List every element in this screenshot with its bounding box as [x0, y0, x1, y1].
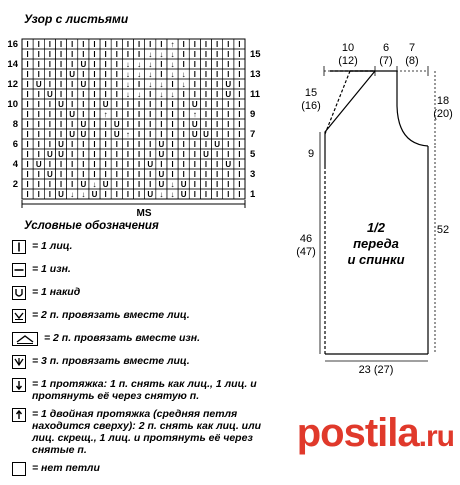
yarn-over-icon: U [113, 120, 120, 129]
legend-item [12, 263, 262, 280]
k2tog-icon: ↓ [137, 90, 142, 99]
dim-top-mid: 6 [382, 42, 390, 54]
k2tog-icon: ↓ [170, 180, 175, 189]
legend-item [12, 286, 262, 303]
dim-top-right-alt: (8) [405, 55, 419, 67]
legend [12, 240, 262, 485]
yarn-over-icon: U [225, 80, 232, 89]
k2tog-icon: ↓ [170, 190, 175, 199]
watermark-tld: .ru [418, 420, 454, 453]
k2tog-icon: ↓ [137, 70, 142, 79]
legend-item-text: = 3 п. провязать вместе лиц. [32, 355, 190, 367]
row-label-right: 1 [250, 189, 256, 200]
dim-right-upper-alt: (20) [433, 108, 453, 120]
yarn-over-icon: U [102, 180, 109, 189]
ssk-icon: ↓ [125, 70, 130, 79]
k2tog-icon: ↓ [181, 70, 186, 79]
k2tog-icon: ↓ [81, 190, 86, 199]
schematic-label-line1: переда [353, 236, 399, 251]
k2tog-icon: ↓ [181, 80, 186, 89]
row-label-left: 14 [7, 59, 18, 70]
k2tog-icon: ↓ [125, 60, 130, 69]
yarn-over-icon: U [225, 160, 232, 169]
yarn-over-icon: U [225, 90, 232, 99]
legend-item-text: = нет петли [32, 462, 100, 474]
legend-item [12, 309, 262, 326]
watermark-text: postila [296, 411, 419, 455]
yarn-over-icon: U [91, 190, 98, 199]
dim-top-mid-alt: (7) [379, 55, 393, 67]
legend-item [12, 355, 262, 372]
legend-item [12, 408, 262, 456]
chart-title: Узор с листьями [24, 12, 129, 26]
yarn-over-icon: U [203, 130, 209, 139]
yarn-over-icon: U [203, 150, 209, 159]
row-label-right: 3 [250, 169, 256, 180]
yarn-over-icon: U [147, 160, 154, 169]
row-label-left: 12 [7, 79, 18, 90]
dim-top-left: 10 [341, 42, 355, 54]
ssk-icon: ↓ [170, 70, 175, 79]
yarn-over-icon: U [80, 80, 87, 89]
row-labels-right [250, 49, 261, 200]
dim-left-upper: 15 [304, 87, 318, 99]
ssk-icon: ↓ [148, 70, 153, 79]
yarn-over-icon: U [158, 180, 165, 189]
double-decrease-icon: ↑ [103, 110, 108, 119]
watermark [297, 411, 454, 456]
yarn-over-icon: U [147, 190, 154, 199]
ssk-icon: ↓ [159, 50, 164, 59]
legend-item-text: = 1 изн. [32, 263, 71, 275]
legend-item [12, 240, 262, 257]
yarn-over-icon: U [46, 150, 53, 159]
yarn-over-icon: U [191, 100, 198, 109]
legend-title: Условные обозначения [24, 220, 159, 232]
k2tog-icon: ↓ [92, 180, 97, 189]
dim-left-upper-alt: (16) [301, 100, 321, 112]
legend-item-text: = 1 накид [32, 286, 81, 298]
row-label-right: 15 [250, 49, 261, 60]
yarn-over-icon: U [58, 100, 64, 109]
legend-item-text: = 2 п. провязать вместе изн. [44, 332, 201, 344]
knitting-chart [0, 30, 270, 220]
legend-item [12, 378, 262, 402]
k2tog-icon: ↓ [170, 60, 175, 69]
legend-item [12, 332, 262, 349]
yarn-over-icon: U [158, 150, 165, 159]
yarn-over-icon: U [46, 170, 53, 179]
dim-left-lower: 46 [299, 233, 313, 245]
yarn-over-icon: U [80, 120, 87, 129]
k2tog-icon: ↓ [125, 90, 130, 99]
dim-left-lower-alt: (47) [296, 246, 316, 258]
row-label-right: 9 [250, 109, 256, 120]
row-label-right: 11 [250, 89, 261, 100]
double-decrease-icon: ↑ [170, 40, 175, 49]
schematic-outline [325, 71, 428, 354]
yarn-over-icon: U [35, 160, 42, 169]
k2tog-icon: ↓ [70, 190, 75, 199]
yarn-over-icon: U [69, 110, 76, 119]
k2tog-icon: ↓ [159, 80, 164, 89]
k3tog-icon [12, 355, 26, 372]
k2tog-icon [12, 309, 26, 326]
chart-grid [22, 39, 245, 199]
yarn-over-icon: U [58, 140, 64, 149]
yarn-over-icon [12, 286, 26, 303]
k2tog-icon: ↓ [148, 60, 153, 69]
ssk-icon: ↓ [137, 60, 142, 69]
k2tog-icon: ↓ [159, 190, 164, 199]
row-label-left: 16 [7, 39, 18, 50]
repeat-label: MS [136, 208, 152, 219]
row-label-right: 5 [250, 149, 256, 160]
yarn-over-icon: U [214, 140, 221, 149]
p2tog-icon [12, 332, 38, 349]
dim-top-left-alt: (12) [338, 55, 358, 67]
dim-left-mid: 9 [307, 148, 315, 160]
legend-item-text: = 1 двойная протяжка (средняя петля находится сверху): 2 п. снять как лиц. или лиц. скрещ., 1 лиц. и протянуть её через снятые п. [32, 408, 262, 456]
no-stitch-icon [12, 462, 26, 479]
garment-schematic [280, 36, 460, 376]
dim-right-upper: 18 [436, 95, 450, 107]
k2tog-icon: ↓ [170, 90, 175, 99]
k2tog-icon: ↓ [170, 50, 175, 59]
legend-item-text: = 1 лиц. [32, 240, 73, 252]
k2tog-icon: ↓ [125, 80, 130, 89]
yarn-over-icon: U [80, 60, 87, 69]
ssk-icon: ↓ [148, 80, 153, 89]
legend-item [12, 462, 262, 479]
row-label-right: 7 [250, 129, 256, 140]
row-label-left: 10 [7, 99, 18, 110]
schematic-label-fraction: 1/2 [366, 220, 386, 235]
yarn-over-icon: U [58, 150, 64, 159]
knit-icon [12, 240, 26, 257]
yarn-over-icon: U [158, 170, 165, 179]
dim-bottom: 23 (27) [358, 364, 394, 376]
row-label-left: 6 [12, 139, 18, 150]
yarn-over-icon: U [113, 130, 120, 139]
yarn-over-icon: U [180, 190, 187, 199]
yarn-over-icon: U [35, 80, 42, 89]
yarn-over-icon: U [102, 100, 109, 109]
row-label-left: 8 [12, 119, 18, 130]
row-label-right: 13 [250, 69, 261, 80]
yarn-over-icon: U [46, 90, 53, 99]
yarn-over-icon: U [80, 130, 87, 139]
k2tog-icon: ↓ [148, 50, 153, 59]
yarn-over-icon: U [158, 140, 165, 149]
yarn-over-icon: U [180, 180, 187, 189]
dimension-lines [320, 66, 435, 361]
legend-item-text: = 1 протяжка: 1 п. снять как лиц., 1 лиц. и протянуть её через снятую п. [32, 378, 257, 402]
purl-icon [12, 263, 26, 280]
row-label-left: 2 [12, 179, 18, 190]
double-decrease-icon: ↑ [192, 110, 197, 119]
double-decrease-icon: ↑ [125, 130, 130, 139]
yarn-over-icon: U [69, 130, 76, 139]
ssk-icon [12, 378, 26, 395]
yarn-over-icon: U [191, 120, 198, 129]
yarn-over-icon: U [80, 180, 87, 189]
double-decrease-icon [12, 408, 26, 425]
row-labels-left [7, 39, 18, 190]
row-label-left: 4 [12, 159, 18, 170]
dim-right-lower: 52 [436, 224, 450, 236]
ssk-icon: ↓ [159, 90, 164, 99]
yarn-over-icon: U [69, 70, 76, 79]
schematic-label-line2: и спинки [347, 252, 405, 267]
legend-item-text: = 2 п. провязать вместе лиц. [32, 309, 190, 321]
dim-top-right: 7 [408, 42, 416, 54]
yarn-over-icon: U [58, 190, 64, 199]
yarn-over-icon: U [191, 130, 198, 139]
